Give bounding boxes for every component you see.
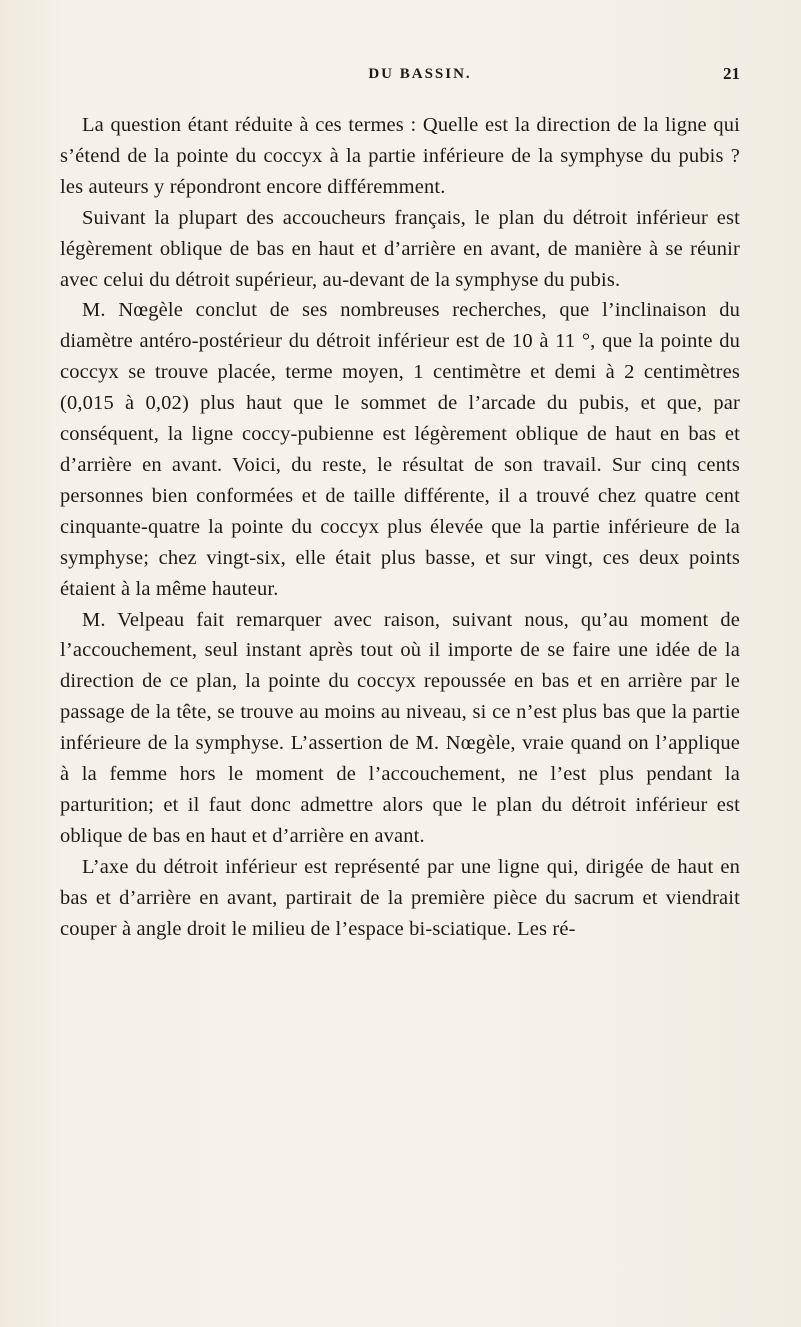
- running-title: DU BASSIN.: [368, 66, 472, 82]
- body-text: [60, 110, 740, 944]
- paragraph-question: La question étant réduite à ces termes : Quelle est la direction de la ligne qui s’étend de la pointe du coccyx à la partie inférieure de la symphyse du pubis ? les auteurs y répondront encore différemment.: [60, 114, 740, 198]
- paragraph-axis: L’axe du détroit inférieur est représenté par une ligne qui, dirigée de haut en bas et d’arrière en avant, partirait de la première pièce du sacrum et viendrait couper à angle droit le milieu de l’espace bi-sciatique. Les ré-: [60, 855, 740, 940]
- paragraph-french-accoucheurs: Suivant la plupart des accoucheurs français, le plan du détroit inférieur est légèrement oblique de bas en haut et d’arrière en avant, de manière à se réunir avec celui du détroit supérieur, au-devant de la symphyse du pubis.: [60, 206, 740, 291]
- paragraph-naegele: M. Nœgèle conclut de ses nombreuses recherches, que l’inclinaison du diamètre antéro-postérieur du détroit inférieur est de 10 à 11 °, que la pointe du coccyx se trouve placée, terme moyen, 1 centimètre et demi à 2 centimètres (0,015 à 0,02) plus haut que le sommet de l’arcade du pubis, et que, par conséquent, la ligne coccy-pubienne est légèrement oblique de haut en bas et d’arrière en avant. Voici, du reste, le résultat de son travail. Sur cinq cents personnes bien conformées et de taille différente, il a trouvé chez quatre cent cinquante-quatre la pointe du coccyx plus élevée que la partie inférieure de la symphyse; chez vingt-six, elle était plus basse, et sur vingt, ces deux points étaient à la même hauteur.: [60, 299, 740, 600]
- paragraph-velpeau: M. Velpeau fait remarquer avec raison, suivant nous, qu’au moment de l’accouchement, seul instant après tout où il importe de se faire une idée de la direction de ce plan, la pointe du coccyx repoussée en bas et en arrière par le passage de la tête, se trouve au moins au niveau, si ce n’est plus bas que la partie inférieure de la symphyse. L’assertion de M. Nœgèle, vraie quand on l’applique à la femme hors le moment de l’accouchement, ne l’est plus pendant la parturition; et il faut donc admettre alors que le plan du détroit inférieur est oblique de bas en haut et d’arrière en avant.: [60, 608, 740, 847]
- page-number: 21: [723, 64, 740, 83]
- running-head: [100, 62, 740, 86]
